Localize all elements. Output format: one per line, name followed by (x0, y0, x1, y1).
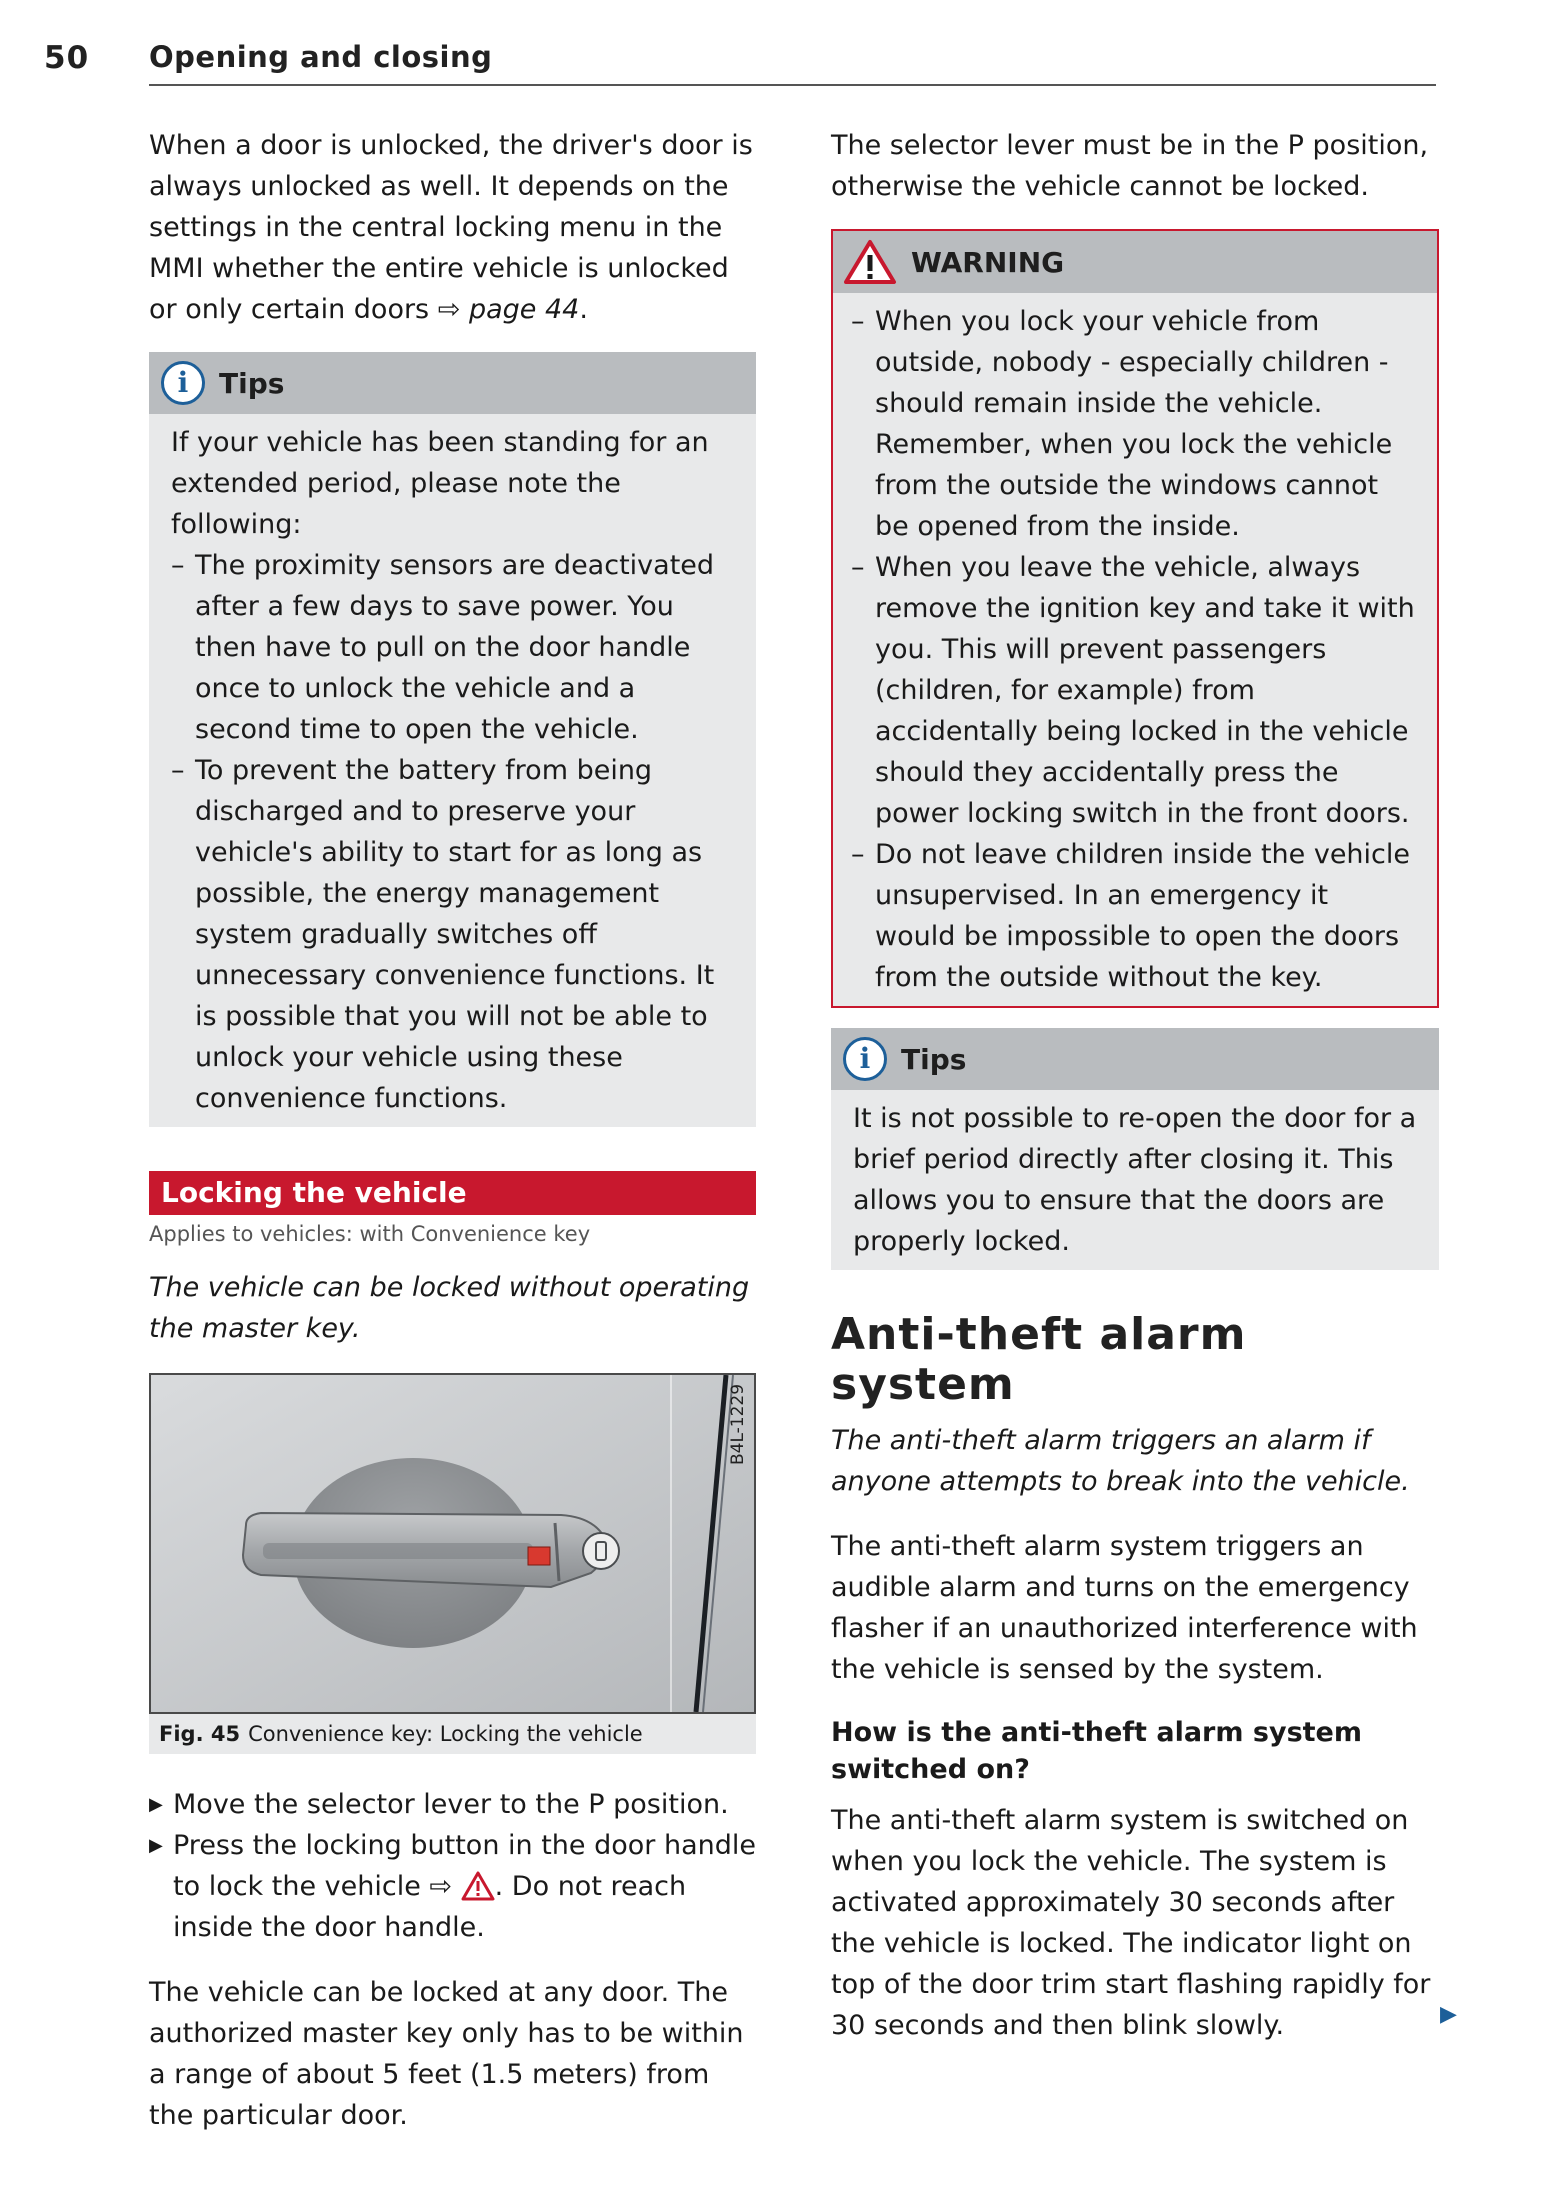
reference-arrow-icon: ⇨ (429, 1871, 453, 1902)
locking-section-title: Locking the vehicle (149, 1171, 756, 1215)
tips-list-item: – To prevent the battery from being discharged and to preserve your vehicle's ability to start for as long as possible, the energy management system gradually switches off unnecessary convenience functions. It is possible that you will not be able to unlock your vehicle using these convenience functions. (171, 755, 715, 1114)
warning-item: – Do not leave children inside the vehicle unsupervised. In an emergency it would be impossible to open the doors from the outside without the key. (851, 839, 1411, 993)
figure-caption-text: Convenience key: Locking the vehicle (248, 1722, 643, 1746)
applies-to-text: Applies to vehicles: with Convenience key (149, 1222, 591, 1246)
tips-box-body (149, 414, 756, 1127)
figure-caption (149, 1714, 756, 1754)
section-header: Opening and closing (149, 40, 493, 74)
info-icon: i (161, 361, 205, 405)
bullet-arrow-icon: ▶ (149, 1794, 163, 1815)
step-item: ▶ Press the locking button in the door handle to lock the vehicle ⇨ . Do not reach inside the door handle. (149, 1825, 756, 1948)
page-number: 50 (44, 40, 90, 76)
intro-paragraph: When a door is unlocked, the driver's door is always unlocked as well. It depends on the settings in the central locking menu in the MMI whether the entire vehicle is unlocked or only certain doors ⇨ page 44. (149, 130, 753, 325)
alarm-heading: Anti-theft alarm system (831, 1309, 1247, 1410)
step-item: ▶ Move the selector lever to the P position. (149, 1784, 756, 1825)
bullet-arrow-icon: ▶ (149, 1835, 163, 1856)
alarm-subheading: How is the anti-theft alarm system switched on? (831, 1717, 1362, 1785)
alarm-body-2: The anti-theft alarm system is switched on when you lock the vehicle. The system is activated approximately 30 seconds after the vehicle is locked. The indicator light on top of the door trim start flashing rapidly for 30 seconds and then blink slowly. (831, 1805, 1431, 2041)
locking-button (528, 1547, 550, 1565)
warning-icon[interactable] (461, 1871, 495, 1901)
locking-section (149, 1171, 756, 1349)
page-reference-link[interactable]: page 44 (468, 294, 580, 325)
warning-box (831, 229, 1439, 1008)
warning-header (833, 231, 1437, 293)
next-page-arrow-icon[interactable]: ▶ (1440, 2002, 1457, 2027)
key-cylinder-icon (583, 1533, 619, 1569)
figure-door-handle (149, 1373, 756, 1714)
tips-list-item: – The proximity sensors are deactivated after a few days to save power. You then have to pull on the door handle once to unlock the vehicle and a second time to open the vehicle. (171, 550, 715, 745)
selector-lever-paragraph: The selector lever must be in the P position, otherwise the vehicle cannot be locked. (831, 130, 1429, 202)
closing-paragraph: The vehicle can be locked at any door. The authorized master key only has to be within a range of about 5 feet (1.5 meters) from the particular door. (149, 1977, 744, 2131)
info-icon: i (843, 1037, 887, 1081)
tips-box-2-header (831, 1028, 1439, 1090)
left-column (149, 125, 756, 2136)
figure-code: B4L-1229 (728, 1383, 748, 1465)
header-rule (149, 84, 1436, 86)
tips-2-text: It is not possible to re-open the door for a brief period directly after closing it. This allows you to ensure that the doors are properly locked. (853, 1103, 1417, 1257)
warning-body (833, 293, 1437, 1006)
tips-intro: If your vehicle has been standing for an extended period, please note the following: (171, 427, 709, 540)
alarm-lead: The anti-theft alarm triggers an alarm if anyone attempts to break into the vehicle. (831, 1425, 1410, 1497)
alarm-body: The anti-theft alarm system triggers an audible alarm and turns on the emergency flasher if an unauthorized interference with the vehicle is sensed by the system. (831, 1531, 1418, 1685)
right-column (831, 125, 1439, 2046)
locking-lead: The vehicle can be locked without operating the master key. (149, 1272, 750, 1344)
tips-box-header (149, 352, 756, 414)
tips-box (149, 352, 756, 1127)
warning-item: – When you lock your vehicle from outside, nobody - especially children - should remain inside the vehicle. Remember, when you lock the vehicle from the outside the windows cannot be opened from the inside. (851, 306, 1393, 542)
tips-box-2-body (831, 1090, 1439, 1270)
steps-list (149, 1784, 756, 1948)
tips-title: Tips (219, 366, 285, 400)
warning-title: WARNING (911, 245, 1065, 279)
tips-2-title: Tips (901, 1042, 967, 1076)
warning-item: – When you leave the vehicle, always remove the ignition key and take it with you. This will prevent passengers (children, for example) from accidentally being locked in the vehicle should they accidentally press the power locking switch in the front doors. (851, 552, 1415, 829)
tips-box-2 (831, 1028, 1439, 1270)
door-handle-illustration (151, 1375, 754, 1712)
warning-triangle-icon (843, 239, 897, 285)
reference-arrow-icon: ⇨ (437, 294, 461, 325)
figure-label: Fig. 45 (159, 1722, 241, 1746)
alarm-section (831, 1310, 1439, 2046)
